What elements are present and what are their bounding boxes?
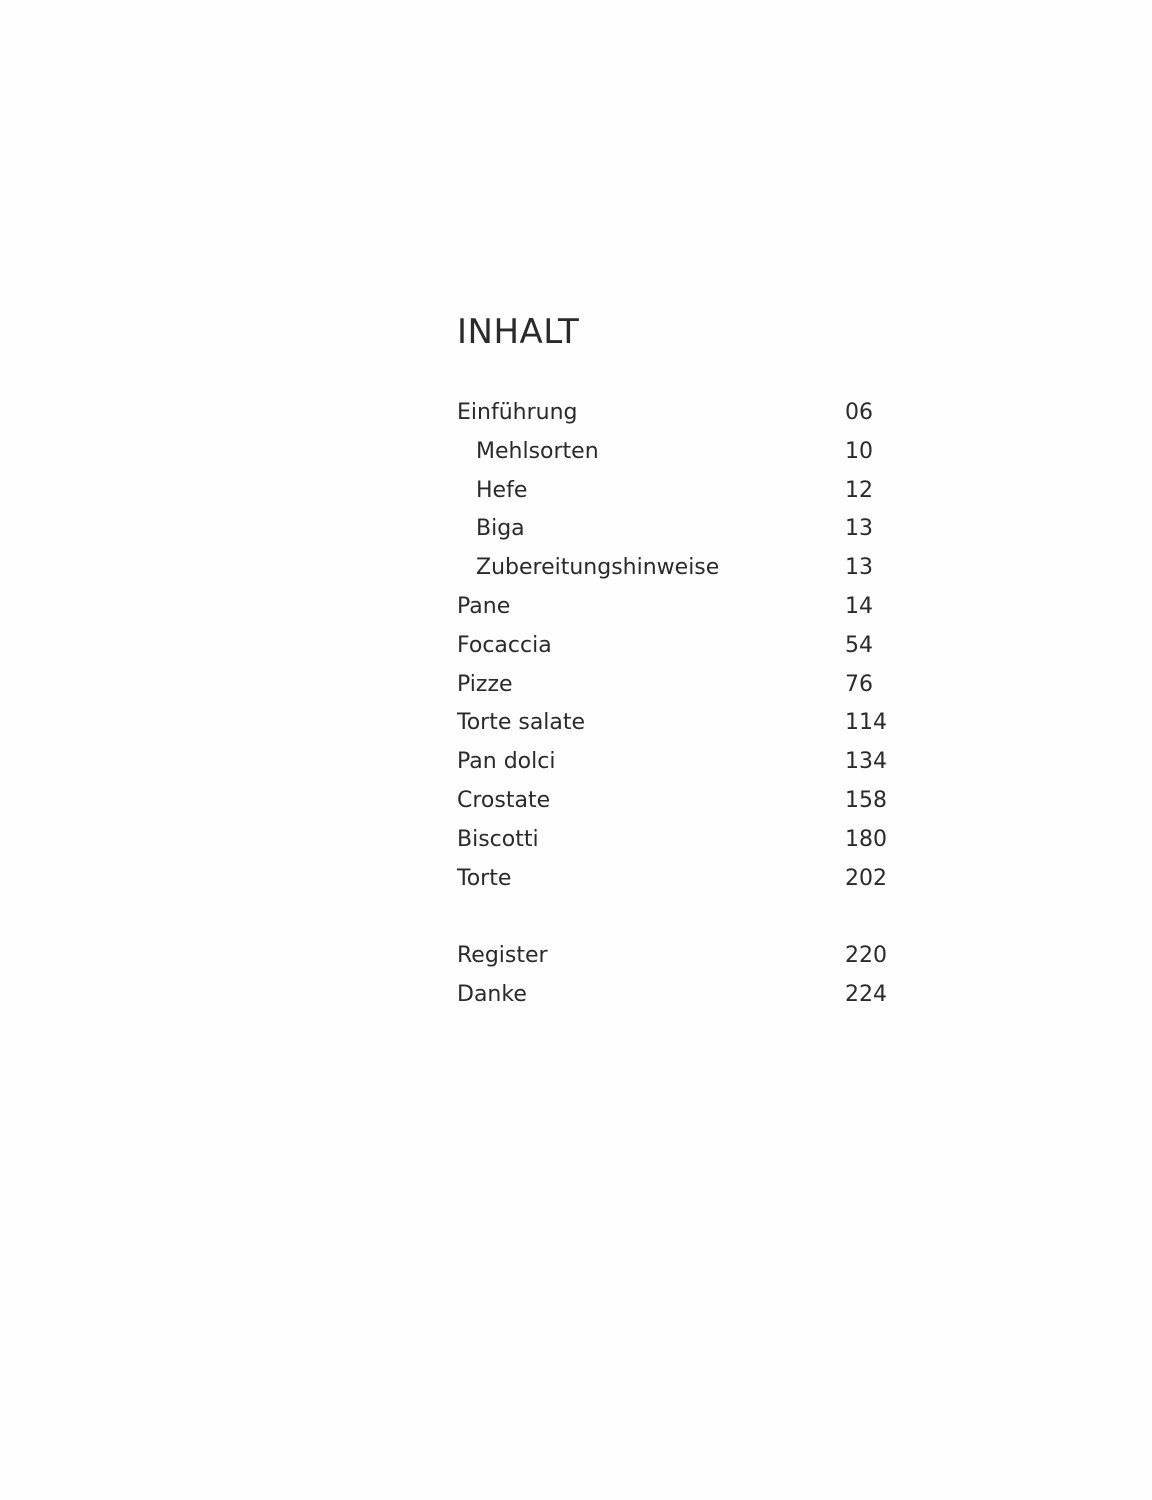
toc-entry-page: 06 (845, 400, 873, 425)
toc-entry-page: 76 (845, 671, 873, 697)
toc-entry-page: 158 (845, 787, 887, 813)
toc-entry-page: 10 (845, 438, 873, 464)
toc-entry-label: Torte (457, 865, 512, 891)
toc-entry-page: 13 (845, 516, 873, 542)
toc-entry-label: Pan dolci (457, 749, 556, 775)
toc-entry-label: Einführung (457, 400, 578, 425)
toc-entry-hefe[interactable] (457, 472, 897, 511)
toc-entry-label: Danke (457, 981, 527, 1007)
page-title: INHALT (457, 312, 580, 352)
toc-entry-page: 134 (845, 749, 887, 775)
toc-entry-page: 114 (845, 710, 887, 736)
toc-entry-pane[interactable] (457, 588, 897, 627)
toc-entry-label: Zubereitungshinweise (476, 555, 720, 581)
toc-entry-page: 54 (845, 632, 873, 658)
toc-entry-page: 202 (845, 865, 887, 891)
toc-entry-page: 13 (845, 555, 873, 581)
toc-entry-page: 12 (845, 477, 873, 503)
toc-entry-torte-salate[interactable] (457, 704, 897, 743)
toc-entry-register[interactable] (457, 937, 897, 976)
toc-entry-pan-dolci[interactable] (457, 743, 897, 782)
toc-entry-label: Crostate (457, 787, 551, 813)
toc-entry-label: Focaccia (457, 632, 552, 658)
toc-entry-pizze[interactable] (457, 666, 897, 705)
toc-entry-zubereitungshinweise[interactable] (457, 549, 897, 588)
toc-entry-label: Biscotti (457, 826, 539, 852)
toc-entry-biga[interactable] (457, 510, 897, 549)
toc-entry-label: Torte salate (457, 710, 586, 736)
toc-entry-einfuehrung[interactable] (457, 394, 897, 433)
toc-entry-page: 224 (845, 981, 887, 1007)
toc-entry-label: Hefe (476, 477, 528, 503)
toc-entry-biscotti[interactable] (457, 821, 897, 860)
toc-entry-label: Register (457, 943, 548, 969)
toc-list (457, 394, 897, 1015)
toc-entry-danke[interactable] (457, 976, 897, 1015)
toc-entry-label: Biga (476, 516, 525, 542)
toc-entry-mehlsorten[interactable] (457, 433, 897, 472)
toc-entry-focaccia[interactable] (457, 627, 897, 666)
toc-entry-page: 14 (845, 593, 873, 619)
toc-entry-page: 180 (845, 826, 887, 852)
toc-entry-torte[interactable] (457, 860, 897, 899)
toc-entry-label: Pane (457, 593, 511, 619)
toc-entry-label: Mehlsorten (476, 438, 599, 464)
toc-entry-page: 220 (845, 943, 887, 969)
toc-entry-crostate[interactable] (457, 782, 897, 821)
toc-entry-label: Pizze (457, 671, 513, 697)
